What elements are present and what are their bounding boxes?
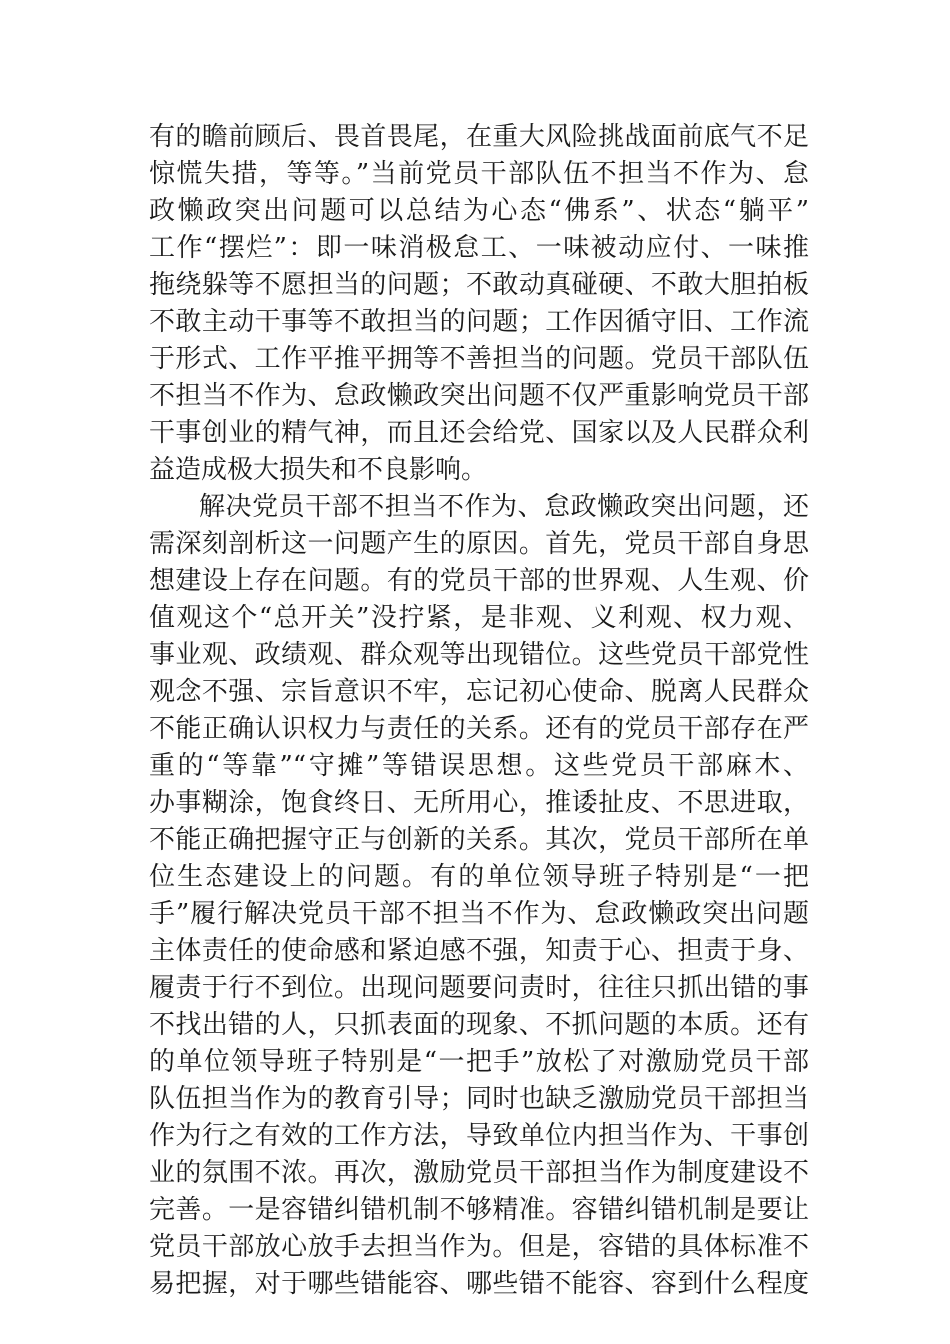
text-line: 惊慌失措，等等。”当前党员干部队伍不担当不作为、怠 — [149, 159, 809, 189]
text-line: 党员干部放心放手去担当作为。但是，容错的具体标准不 — [149, 1232, 809, 1262]
text-line: 不能正确认识权力与责任的关系。还有的党员干部存在严 — [149, 714, 809, 744]
text-line: 观念不强、宗旨意识不牢，忘记初心使命、脱离人民群众 — [149, 677, 809, 707]
text-line: 干事创业的精气神，而且还会给党、国家以及人民群众利 — [149, 418, 809, 448]
text-line: 履责于行不到位。出现问题要问责时，往往只抓出错的事 — [149, 973, 809, 1003]
text-line: 不找出错的人，只抓表面的现象、不抓问题的本质。还有 — [149, 1010, 809, 1040]
text-line: 易把握，对于哪些错能容、哪些错不能容、容到什么程度 — [149, 1269, 809, 1299]
text-line: 解决党员干部不担当不作为、怠政懒政突出问题，还 — [199, 492, 809, 522]
text-line: 的单位领导班子特别是“一把手”放松了对激励党员干部 — [149, 1047, 809, 1077]
text-line: 作为行之有效的工作方法，导致单位内担当作为、干事创 — [149, 1121, 809, 1151]
text-line: 拖绕躲等不愿担当的问题；不敢动真碰硬、不敢大胆拍板 — [149, 270, 809, 300]
text-line: 于形式、工作平推平拥等不善担当的问题。党员干部队伍 — [149, 344, 809, 374]
text-line: 有的瞻前顾后、畏首畏尾，在重大风险挑战面前底气不足 — [149, 122, 809, 152]
text-line: 办事糊涂，饱食终日、无所用心，推诿扯皮、不思进取， — [149, 788, 809, 818]
text-line: 不担当不作为、怠政懒政突出问题不仅严重影响党员干部 — [149, 381, 809, 411]
text-line: 想建设上存在问题。有的党员干部的世界观、人生观、价 — [149, 566, 809, 596]
text-line: 手”履行解决党员干部不担当不作为、怠政懒政突出问题 — [149, 899, 809, 929]
text-line: 政懒政突出问题可以总结为心态“佛系”、状态“躺平” — [149, 196, 809, 226]
text-line: 工作“摆烂”：即一味消极怠工、一味被动应付、一味推 — [149, 233, 809, 263]
text-line: 位生态建设上的问题。有的单位领导班子特别是“一把 — [149, 862, 809, 892]
text-line: 益造成极大损失和不良影响。 — [149, 455, 488, 485]
text-line: 不能正确把握守正与创新的关系。其次，党员干部所在单 — [149, 825, 809, 855]
text-line: 业的氛围不浓。再次，激励党员干部担当作为制度建设不 — [149, 1158, 809, 1188]
text-line: 不敢主动干事等不敢担当的问题；工作因循守旧、工作流 — [149, 307, 809, 337]
text-line: 队伍担当作为的教育引导；同时也缺乏激励党员干部担当 — [149, 1084, 809, 1114]
text-line: 重的“等靠”“守摊”等错误思想。这些党员干部麻木、 — [149, 751, 809, 781]
text-line: 事业观、政绩观、群众观等出现错位。这些党员干部党性 — [149, 640, 809, 670]
text-line: 值观这个“总开关”没拧紧，是非观、义利观、权力观、 — [149, 603, 809, 633]
text-line: 完善。一是容错纠错机制不够精准。容错纠错机制是要让 — [149, 1195, 809, 1225]
text-line: 主体责任的使命感和紧迫感不强，知责于心、担责于身、 — [149, 936, 809, 966]
text-line: 需深刻剖析这一问题产生的原因。首先，党员干部自身思 — [149, 529, 809, 559]
